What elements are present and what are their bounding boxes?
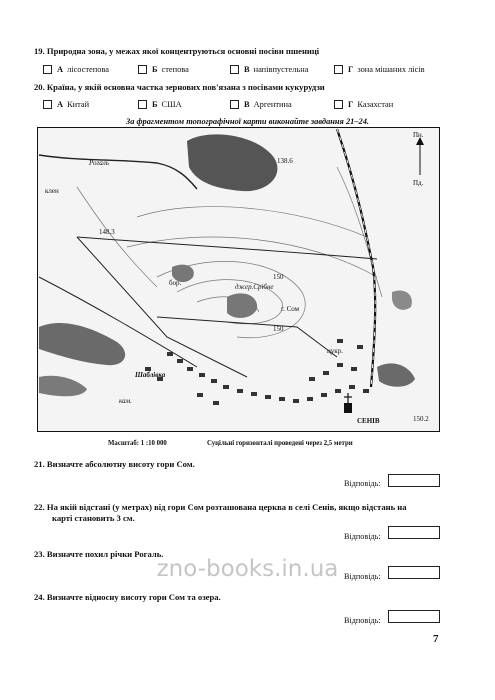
page-number: 7 (433, 633, 439, 645)
label-h138: 138.6 (277, 157, 293, 165)
q23-text: 23. Визначте похил річки Рогаль. (34, 549, 164, 559)
checkbox-icon[interactable] (334, 65, 343, 74)
checkbox-icon[interactable] (43, 100, 52, 109)
label-klen: клен (45, 187, 59, 195)
checkbox-icon[interactable] (230, 65, 239, 74)
answer-field-22[interactable] (388, 526, 440, 539)
map-intro: За фрагментом топографічної карти виконайте завдання 21–24. (126, 117, 369, 126)
checkbox-icon[interactable] (43, 65, 52, 74)
q20-option-c[interactable] (230, 100, 334, 109)
option-label: Казахстан (357, 100, 394, 109)
q21-text: 21. Визначте абсолютну висоту гори Сом. (34, 459, 195, 469)
option-letter: Б (152, 65, 158, 74)
option-label: зона мішаних лісів (357, 65, 425, 74)
q20-options (43, 100, 393, 109)
label-south: Пд. (413, 179, 424, 187)
answer-label-24: Відповідь: (344, 616, 381, 625)
q24-text: 24. Визначте відносну висоту гори Сом та озера. (34, 592, 221, 602)
option-label: США (161, 100, 182, 109)
label-bor: бор. (169, 279, 182, 287)
topographic-map (37, 127, 440, 432)
map-scale: Масштаб: 1 :10 000 (108, 440, 167, 447)
checkbox-icon[interactable] (334, 100, 343, 109)
label-h148: 148.3 (99, 228, 115, 236)
option-label: напівпустельна (253, 65, 309, 74)
label-kam: кам. (119, 397, 132, 405)
label-shablivka: Шаблівка (135, 371, 166, 379)
answer-field-21[interactable] (388, 474, 440, 487)
option-label: степова (161, 65, 189, 74)
option-letter: В (244, 100, 250, 109)
watermark: zno-books.in.ua (156, 556, 339, 582)
label-north: Пн. (413, 131, 424, 139)
checkbox-icon[interactable] (230, 100, 239, 109)
label-contour-150a: 150 (273, 273, 284, 281)
q20-option-b[interactable] (138, 100, 230, 109)
option-letter: А (57, 100, 64, 109)
option-letter: В (244, 65, 250, 74)
label-som: г. Сом (281, 305, 300, 313)
label-lake: джер.Срібне (235, 283, 274, 291)
q19-option-d[interactable] (334, 65, 425, 74)
option-label: Китай (67, 100, 90, 109)
answer-label-22: Відповідь: (344, 532, 381, 541)
label-contour-150b: 150 (273, 325, 284, 333)
q20-text: 20. Країна, у якій основна частка зернових пов'язана з посівами кукурудзи (34, 82, 325, 92)
option-letter: Г (348, 100, 354, 109)
answer-field-24[interactable] (388, 610, 440, 623)
q22-text-line1: 22. На якій відстані (у метрах) від гори Сом розташована церква в селі Сенів, якщо відстань на (34, 502, 407, 512)
option-letter: А (57, 65, 64, 74)
q19-options (43, 65, 425, 74)
contour-interval-note: Суцільні горизонталі проведені через 2,5 метри (207, 440, 353, 447)
option-label: Аргентина (253, 100, 292, 109)
q19-option-b[interactable] (138, 65, 230, 74)
option-label: лісостепова (67, 65, 110, 74)
q19-text: 19. Природна зона, у межах якої концентруються основні посіви пшениці (34, 46, 320, 56)
q20-option-d[interactable] (334, 100, 393, 109)
label-h150-2: 150.2 (413, 415, 429, 423)
answer-label-21: Відповідь: (344, 479, 381, 488)
q19-option-c[interactable] (230, 65, 334, 74)
q19-option-a[interactable] (43, 65, 138, 74)
label-rogal: Рогаль (89, 159, 109, 167)
option-letter: Г (348, 65, 354, 74)
label-seniv: СЕНІВ (357, 417, 380, 425)
checkbox-icon[interactable] (138, 100, 147, 109)
q20-option-a[interactable] (43, 100, 138, 109)
checkbox-icon[interactable] (138, 65, 147, 74)
label-tsukr: цукр. (327, 347, 343, 355)
q22-text-line2: карті становить 3 см. (52, 513, 135, 523)
option-letter: Б (152, 100, 158, 109)
answer-label-23: Відповідь: (344, 572, 381, 581)
